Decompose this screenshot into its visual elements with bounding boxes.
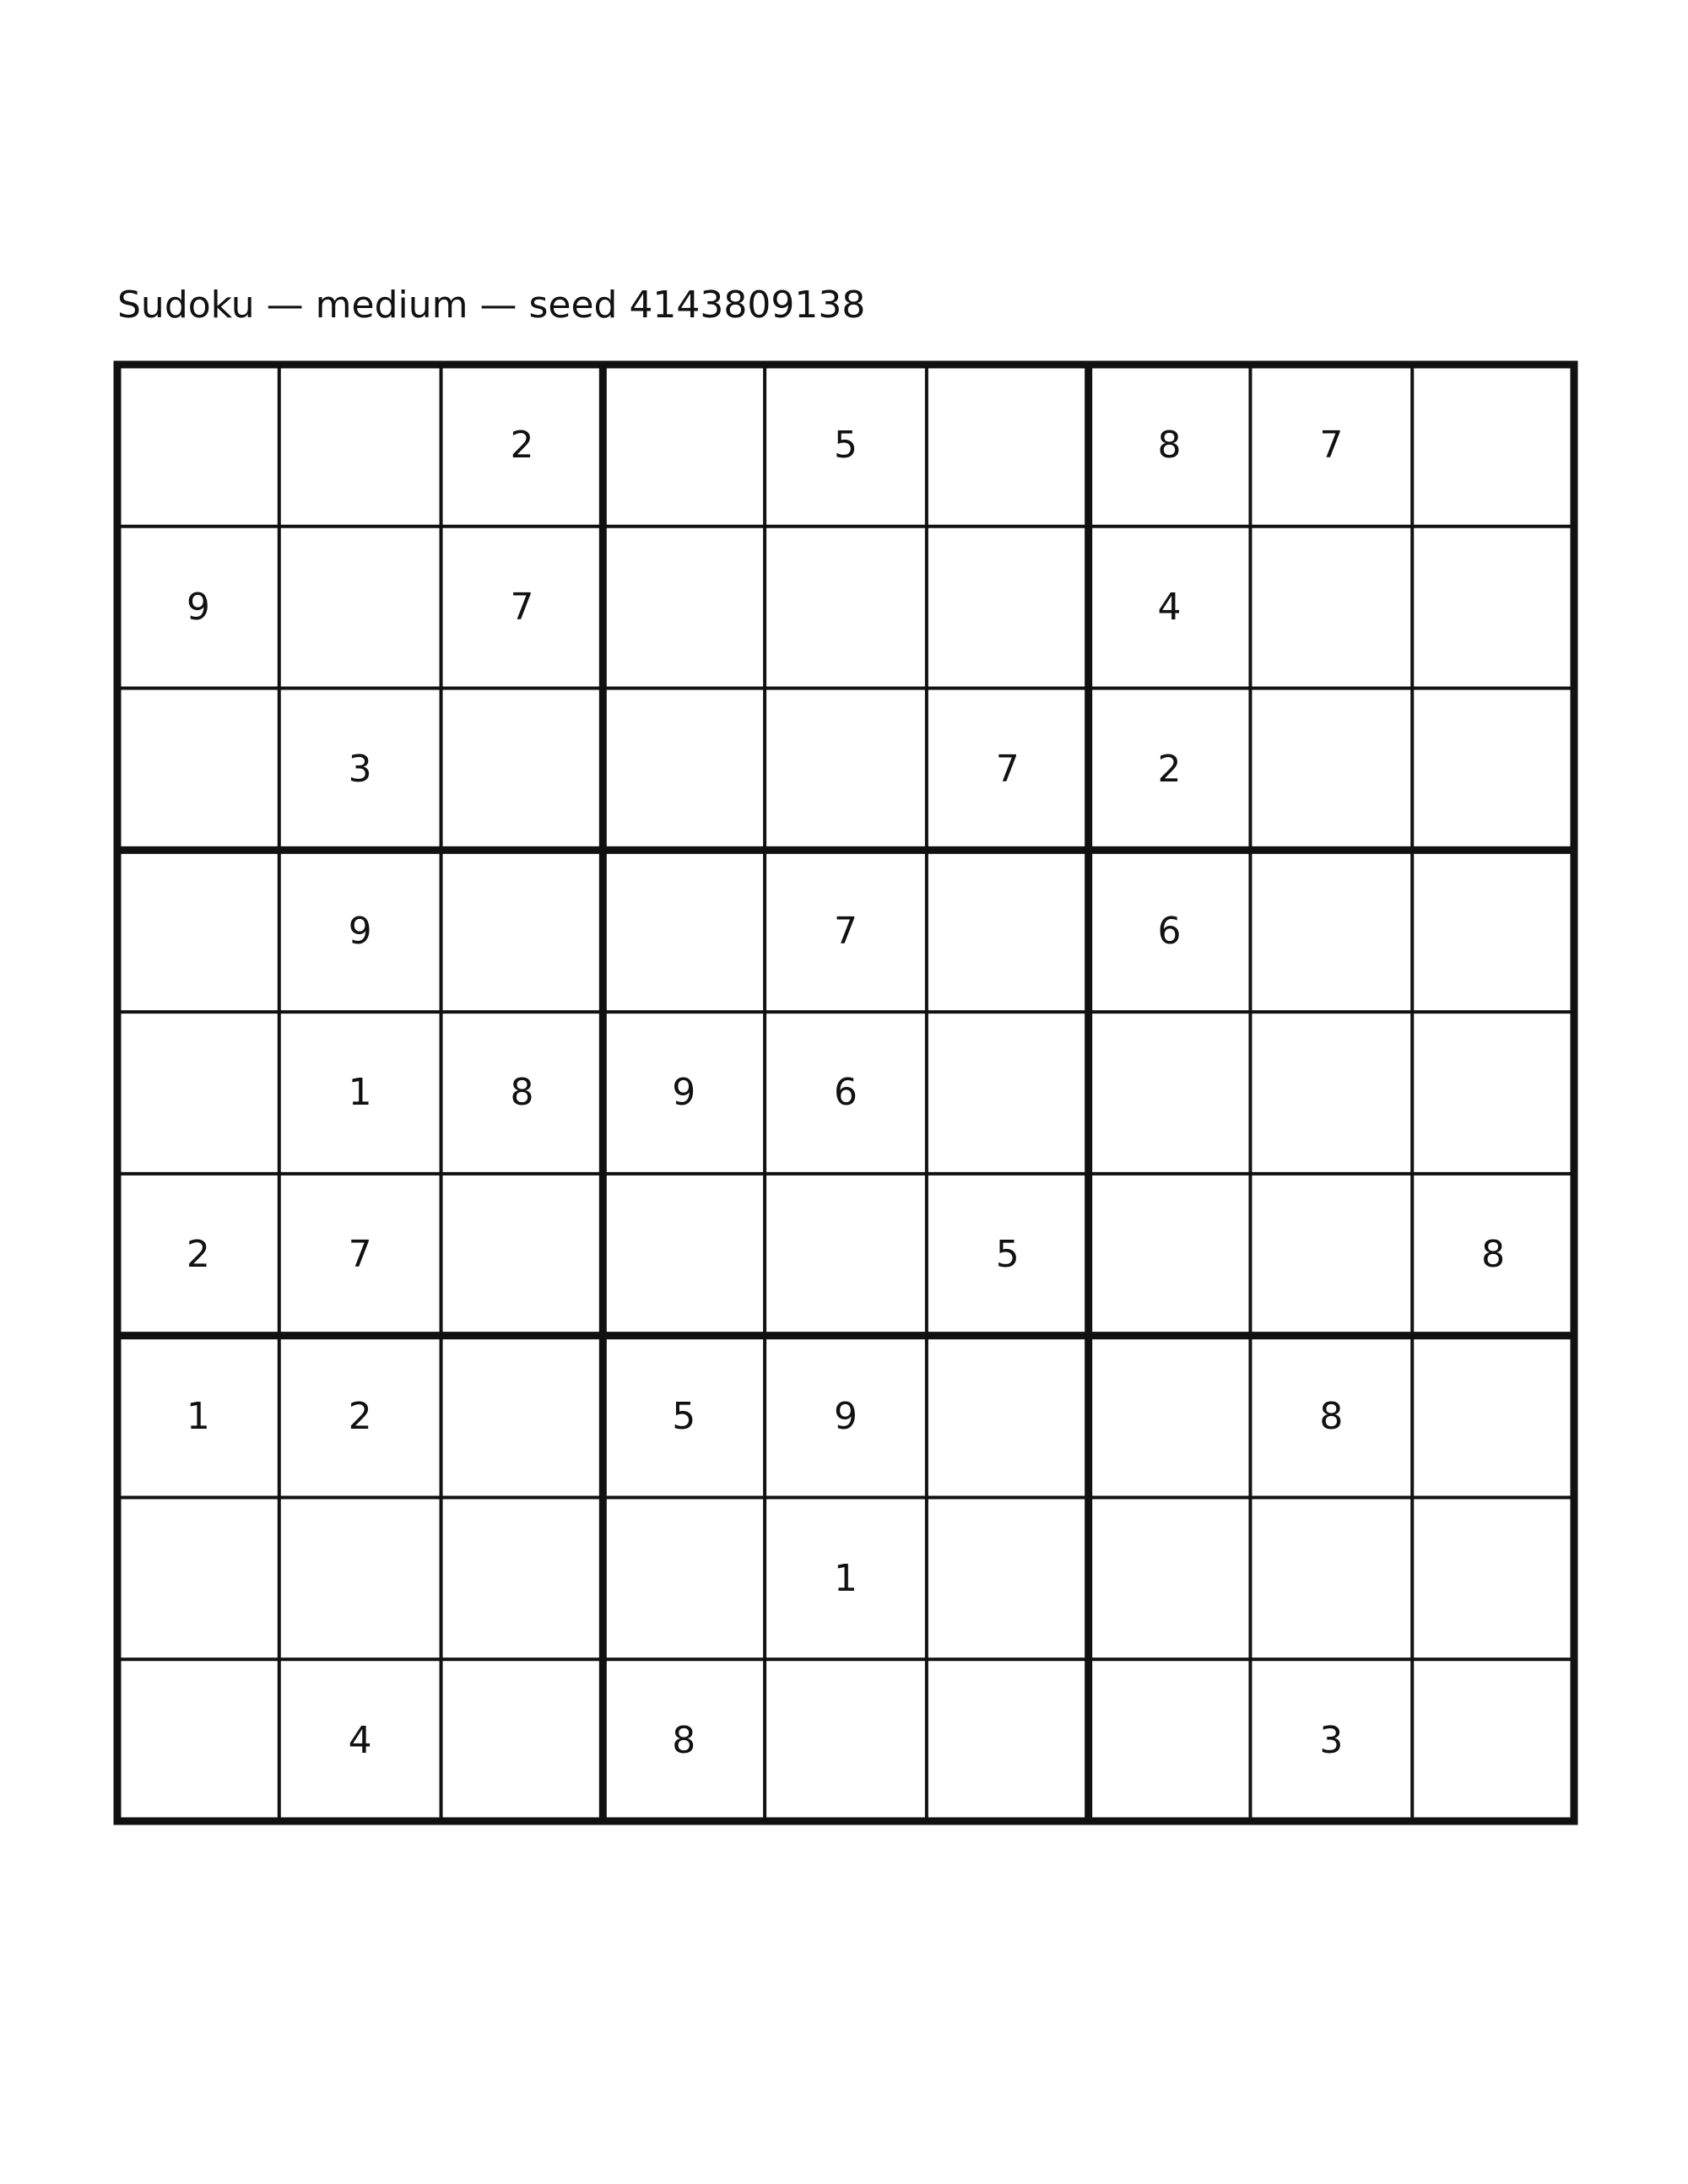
empty-cell[interactable] (279, 527, 441, 689)
empty-cell[interactable] (765, 1174, 927, 1336)
empty-cell[interactable] (765, 527, 927, 689)
sudoku-board (117, 365, 1574, 1821)
empty-cell[interactable] (1412, 1012, 1574, 1174)
empty-cell[interactable] (1250, 689, 1412, 851)
empty-cell[interactable] (927, 850, 1089, 1012)
given-cell: 4 (1157, 586, 1182, 630)
empty-cell[interactable] (927, 1336, 1089, 1498)
empty-cell[interactable] (927, 365, 1089, 527)
given-cell: 9 (672, 1071, 696, 1115)
empty-cell[interactable] (117, 1497, 279, 1659)
empty-cell[interactable] (117, 365, 279, 527)
given-cell: 9 (186, 586, 210, 630)
given-cell: 3 (348, 747, 372, 791)
empty-cell[interactable] (927, 1659, 1089, 1821)
given-cell: 8 (672, 1718, 696, 1762)
given-cell: 7 (833, 909, 858, 953)
empty-cell[interactable] (927, 527, 1089, 689)
empty-cell[interactable] (1089, 1012, 1251, 1174)
given-cell: 4 (348, 1718, 372, 1762)
given-cell: 5 (995, 1233, 1020, 1277)
given-cell: 1 (186, 1395, 210, 1439)
empty-cell[interactable] (117, 1012, 279, 1174)
given-cell: 6 (1157, 909, 1182, 953)
empty-cell[interactable] (1412, 365, 1574, 527)
empty-cell[interactable] (603, 365, 765, 527)
empty-cell[interactable] (765, 1659, 927, 1821)
given-cell: 2 (510, 424, 534, 468)
empty-cell[interactable] (603, 689, 765, 851)
empty-cell[interactable] (279, 1497, 441, 1659)
empty-cell[interactable] (1412, 1497, 1574, 1659)
cell-grid (117, 365, 1574, 1821)
given-cell: 8 (1319, 1395, 1344, 1439)
empty-cell[interactable] (1412, 1659, 1574, 1821)
empty-cell[interactable] (1250, 1497, 1412, 1659)
given-cell: 7 (348, 1233, 372, 1277)
given-cell: 2 (186, 1233, 210, 1277)
empty-cell[interactable] (927, 1497, 1089, 1659)
given-cell: 2 (1157, 747, 1182, 791)
empty-cell[interactable] (441, 1336, 603, 1498)
empty-cell[interactable] (441, 850, 603, 1012)
empty-cell[interactable] (441, 1497, 603, 1659)
given-cell: 5 (672, 1395, 696, 1439)
empty-cell[interactable] (1089, 1659, 1251, 1821)
empty-cell[interactable] (765, 689, 927, 851)
empty-cell[interactable] (603, 1497, 765, 1659)
given-cell: 1 (833, 1556, 858, 1600)
empty-cell[interactable] (1412, 689, 1574, 851)
empty-cell[interactable] (1089, 1336, 1251, 1498)
given-cell: 5 (833, 424, 858, 468)
given-cell: 7 (510, 586, 534, 630)
given-cell: 2 (348, 1395, 372, 1439)
empty-cell[interactable] (603, 850, 765, 1012)
empty-cell[interactable] (603, 1174, 765, 1336)
empty-cell[interactable] (441, 1659, 603, 1821)
given-cell: 6 (833, 1071, 858, 1115)
empty-cell[interactable] (1250, 850, 1412, 1012)
empty-cell[interactable] (117, 850, 279, 1012)
empty-cell[interactable] (441, 1174, 603, 1336)
given-cell: 9 (348, 909, 372, 953)
empty-cell[interactable] (1089, 1497, 1251, 1659)
given-cell: 7 (995, 747, 1020, 791)
empty-cell[interactable] (1412, 850, 1574, 1012)
empty-cell[interactable] (603, 527, 765, 689)
empty-cell[interactable] (279, 365, 441, 527)
given-cell: 3 (1319, 1718, 1344, 1762)
given-cell: 9 (833, 1395, 858, 1439)
empty-cell[interactable] (117, 689, 279, 851)
given-cell: 8 (1481, 1233, 1506, 1277)
empty-cell[interactable] (1412, 527, 1574, 689)
empty-cell[interactable] (441, 689, 603, 851)
page-title: Sudoku — medium — seed 4143809138 (117, 284, 866, 327)
empty-cell[interactable] (1250, 1174, 1412, 1336)
empty-cell[interactable] (1250, 1012, 1412, 1174)
given-cell: 1 (348, 1071, 372, 1115)
given-cell: 8 (1157, 424, 1182, 468)
empty-cell[interactable] (1089, 1174, 1251, 1336)
empty-cell[interactable] (1250, 527, 1412, 689)
empty-cell[interactable] (927, 1012, 1089, 1174)
given-cell: 7 (1319, 424, 1344, 468)
empty-cell[interactable] (117, 1659, 279, 1821)
empty-cell[interactable] (1412, 1336, 1574, 1498)
given-cell: 8 (510, 1071, 534, 1115)
